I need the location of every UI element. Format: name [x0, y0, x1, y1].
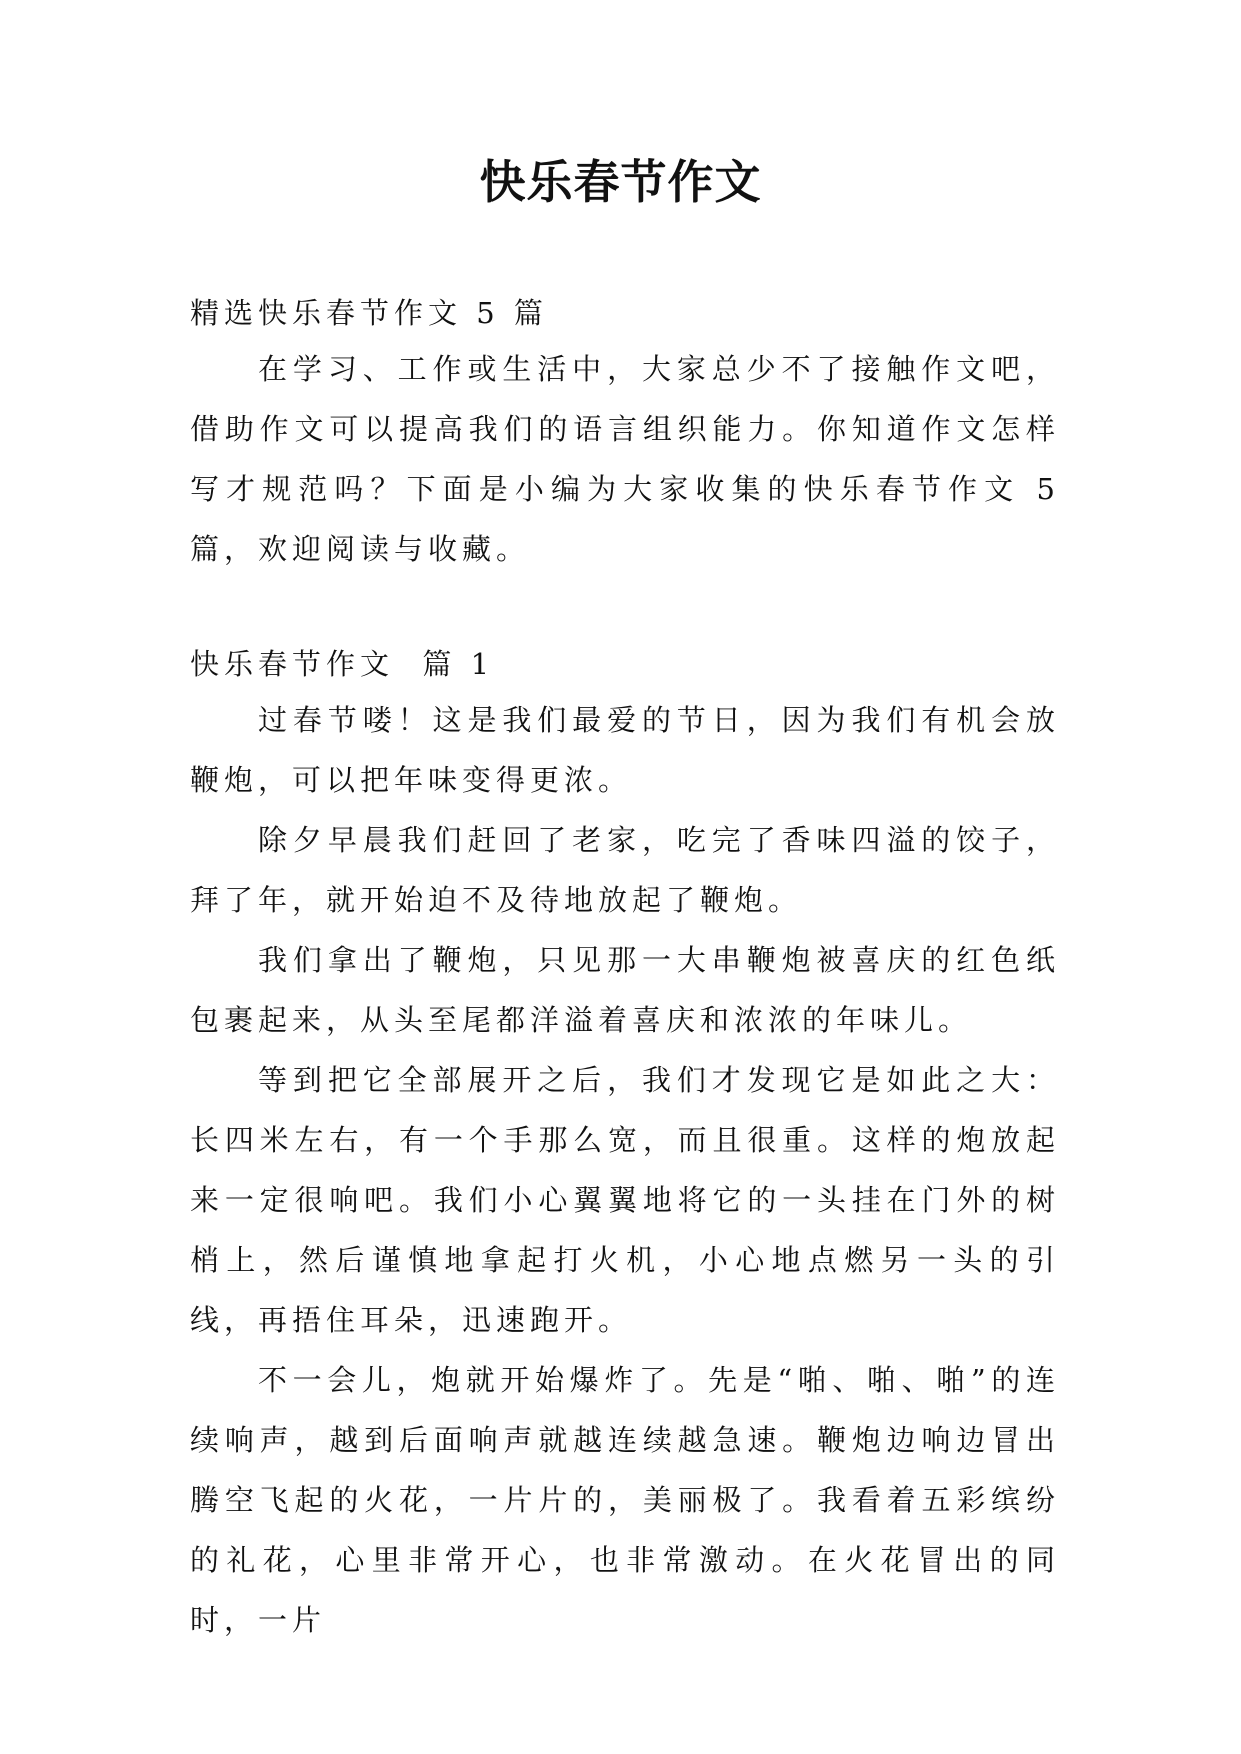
essay-body — [190, 690, 1060, 1650]
section-heading: 快乐春节作文 篇 1 — [190, 647, 495, 681]
body-paragraph: 除夕早晨我们赶回了老家，吃完了香味四溢的饺子，拜了年，就开始迫不及待地放起了鞭炮。 — [190, 823, 1060, 917]
body-paragraph: 过春节喽！这是我们最爱的节日，因为我们有机会放鞭炮，可以把年味变得更浓。 — [190, 703, 1060, 797]
intro-text: 在学习、工作或生活中，大家总少不了接触作文吧，借助作文可以提高我们的语言组织能力。你知道作文怎样写才规范吗？下面是小编为大家收集的快乐春节作文 5 篇，欢迎阅读与收藏。 — [190, 352, 1060, 566]
document-title: 快乐春节作文 — [479, 155, 762, 209]
body-paragraph: 我们拿出了鞭炮，只见那一大串鞭炮被喜庆的红色纸包裹起来，从头至尾都洋溢着喜庆和浓浓的年味儿。 — [190, 943, 1060, 1037]
body-paragraph: 不一会儿，炮就开始爆炸了。先是“啪、啪、啪”的连续响声，越到后面响声就越连续越急速。鞭炮边响边冒出腾空飞起的火花，一片片的，美丽极了。我看着五彩缤纷的礼花，心里非常开心，也非常激动。在火花冒出的同时，一片 — [190, 1363, 1060, 1637]
intro-paragraph — [190, 339, 1060, 579]
document-subtitle: 精选快乐春节作文 5 篇 — [190, 296, 548, 330]
body-paragraph: 等到把它全部展开之后，我们才发现它是如此之大：长四米左右，有一个手那么宽，而且很重。这样的炮放起来一定很响吧。我们小心翼翼地将它的一头挂在门外的树梢上，然后谨慎地拿起打火机，小心地点燃另一头的引线，再捂住耳朵，迅速跑开。 — [190, 1063, 1060, 1337]
